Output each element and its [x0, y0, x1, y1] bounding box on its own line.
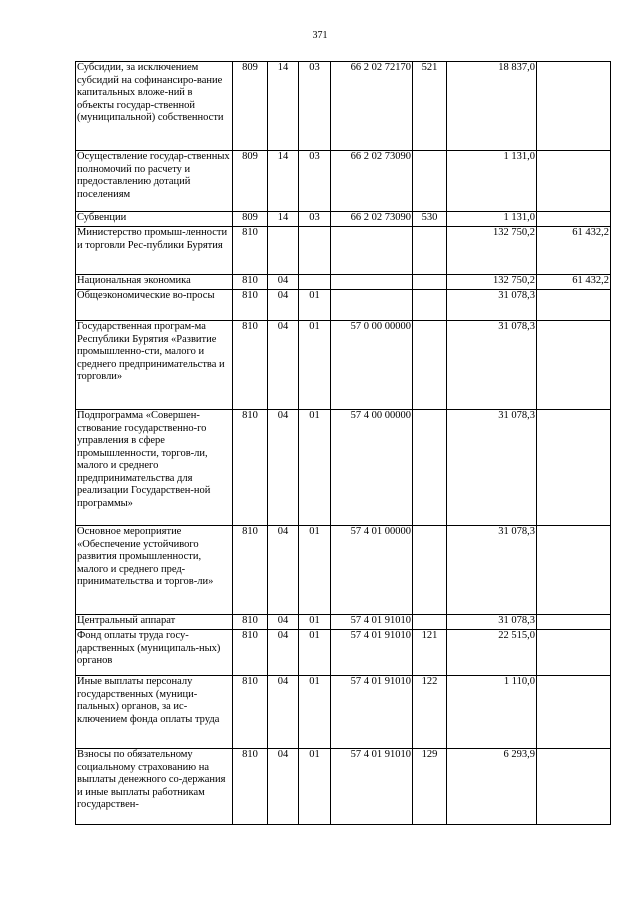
- cell-name: Иные выплаты персоналу государственных (муници-пальных) органов, за ис-ключением фонда оплаты труда: [76, 676, 233, 749]
- cell-section-code: 04: [268, 526, 299, 615]
- cell-amount: 6 293,9: [447, 749, 537, 825]
- cell-target-article: 66 2 02 72170: [331, 62, 413, 151]
- cell-amount: 1 110,0: [447, 676, 537, 749]
- cell-target-article: [331, 227, 413, 275]
- table-row: [76, 212, 611, 227]
- table-row: [76, 410, 611, 526]
- cell-amount: 18 837,0: [447, 62, 537, 151]
- budget-table: [75, 61, 611, 825]
- cell-ministry-code: 810: [233, 321, 268, 410]
- cell-amount: 31 078,3: [447, 410, 537, 526]
- cell-section-code: 04: [268, 321, 299, 410]
- cell-name: Министерство промыш-ленности и торговли Рес-публики Бурятия: [76, 227, 233, 275]
- cell-subsection-code: 01: [299, 615, 331, 630]
- cell-expense-type: [413, 290, 447, 321]
- cell-expense-type: [413, 526, 447, 615]
- cell-subsection-code: 01: [299, 749, 331, 825]
- cell-section-code: 04: [268, 615, 299, 630]
- cell-ministry-code: 809: [233, 151, 268, 212]
- cell-section-code: 04: [268, 630, 299, 676]
- table-row: [76, 749, 611, 825]
- cell-target-article: 57 4 01 91010: [331, 615, 413, 630]
- cell-section-code: 04: [268, 290, 299, 321]
- cell-name: Субвенции: [76, 212, 233, 227]
- cell-name: Взносы по обязательному социальному страхованию на выплаты денежного со-держания и иные выплаты работникам государствен-: [76, 749, 233, 825]
- cell-ministry-code: 809: [233, 62, 268, 151]
- cell-target-article: 57 4 01 91010: [331, 749, 413, 825]
- table-row: [76, 275, 611, 290]
- cell-amount-secondary: [537, 676, 611, 749]
- cell-subsection-code: 03: [299, 212, 331, 227]
- cell-expense-type: 122: [413, 676, 447, 749]
- cell-amount-secondary: [537, 410, 611, 526]
- cell-target-article: 57 4 00 00000: [331, 410, 413, 526]
- cell-name: Государственная програм-ма Республики Бурятия «Развитие промышленно-сти, малого и среднего предпринимательства и торговли»: [76, 321, 233, 410]
- cell-amount-secondary: [537, 290, 611, 321]
- cell-ministry-code: 810: [233, 630, 268, 676]
- cell-ministry-code: 810: [233, 676, 268, 749]
- cell-subsection-code: 01: [299, 630, 331, 676]
- cell-subsection-code: 01: [299, 410, 331, 526]
- cell-ministry-code: 810: [233, 275, 268, 290]
- cell-section-code: 04: [268, 676, 299, 749]
- cell-target-article: 57 4 01 91010: [331, 630, 413, 676]
- cell-section-code: 04: [268, 749, 299, 825]
- cell-name: Общеэкономические во-просы: [76, 290, 233, 321]
- cell-subsection-code: [299, 275, 331, 290]
- cell-name: Фонд оплаты труда госу-дарственных (муниципаль-ных) органов: [76, 630, 233, 676]
- cell-amount-secondary: [537, 526, 611, 615]
- table-row: [76, 151, 611, 212]
- cell-amount-secondary: [537, 212, 611, 227]
- table-row: [76, 676, 611, 749]
- cell-amount: 1 131,0: [447, 151, 537, 212]
- cell-section-code: 14: [268, 151, 299, 212]
- cell-subsection-code: 03: [299, 151, 331, 212]
- cell-section-code: 14: [268, 62, 299, 151]
- table-row: [76, 62, 611, 151]
- cell-amount: 22 515,0: [447, 630, 537, 676]
- cell-section-code: 04: [268, 410, 299, 526]
- cell-expense-type: [413, 615, 447, 630]
- cell-amount: 31 078,3: [447, 615, 537, 630]
- cell-name: Осуществление государ-ственных полномочий по расчету и предоставлению дотаций поселениям: [76, 151, 233, 212]
- cell-target-article: [331, 275, 413, 290]
- cell-target-article: 66 2 02 73090: [331, 151, 413, 212]
- cell-target-article: 66 2 02 73090: [331, 212, 413, 227]
- cell-subsection-code: 01: [299, 290, 331, 321]
- page-number: 371: [312, 30, 328, 41]
- cell-name: Национальная экономика: [76, 275, 233, 290]
- cell-section-code: 14: [268, 212, 299, 227]
- cell-subsection-code: [299, 227, 331, 275]
- cell-name: Основное мероприятие «Обеспечение устойчивого развития промышленности, малого и среднего пред-принимательства и торгов-ли»: [76, 526, 233, 615]
- cell-ministry-code: 810: [233, 749, 268, 825]
- table-row: [76, 630, 611, 676]
- cell-subsection-code: 01: [299, 526, 331, 615]
- cell-section-code: 04: [268, 275, 299, 290]
- cell-amount-secondary: [537, 151, 611, 212]
- cell-ministry-code: 810: [233, 227, 268, 275]
- cell-amount-secondary: [537, 630, 611, 676]
- cell-amount-secondary: [537, 749, 611, 825]
- cell-ministry-code: 810: [233, 410, 268, 526]
- cell-amount-secondary: 61 432,2: [537, 227, 611, 275]
- cell-subsection-code: 01: [299, 321, 331, 410]
- cell-amount: 1 131,0: [447, 212, 537, 227]
- cell-expense-type: 129: [413, 749, 447, 825]
- cell-section-code: [268, 227, 299, 275]
- cell-name: Подпрограмма «Совершен-ствование государственно-го управления в сфере промышленности, торгов-ли, малого и среднего предпринимательства для реализации Государствен-ной программы»: [76, 410, 233, 526]
- cell-expense-type: 530: [413, 212, 447, 227]
- cell-target-article: 57 0 00 00000: [331, 321, 413, 410]
- cell-expense-type: [413, 275, 447, 290]
- table-row: [76, 227, 611, 275]
- cell-name: Центральный аппарат: [76, 615, 233, 630]
- table-row: [76, 321, 611, 410]
- cell-amount: 31 078,3: [447, 321, 537, 410]
- cell-target-article: 57 4 01 00000: [331, 526, 413, 615]
- table-row: [76, 290, 611, 321]
- table-row: [76, 526, 611, 615]
- cell-amount-secondary: [537, 62, 611, 151]
- cell-amount: 132 750,2: [447, 227, 537, 275]
- cell-name: Субсидии, за исключением субсидий на софинансиро-вание капитальных вложе-ний в объекты государ-ственной (муниципальной) собственности: [76, 62, 233, 151]
- cell-expense-type: [413, 151, 447, 212]
- cell-ministry-code: 810: [233, 290, 268, 321]
- cell-target-article: [331, 290, 413, 321]
- cell-subsection-code: 03: [299, 62, 331, 151]
- cell-expense-type: [413, 410, 447, 526]
- cell-ministry-code: 810: [233, 526, 268, 615]
- cell-amount: 31 078,3: [447, 526, 537, 615]
- cell-amount-secondary: 61 432,2: [537, 275, 611, 290]
- cell-amount-secondary: [537, 615, 611, 630]
- cell-expense-type: [413, 321, 447, 410]
- cell-amount-secondary: [537, 321, 611, 410]
- cell-target-article: 57 4 01 91010: [331, 676, 413, 749]
- cell-expense-type: 121: [413, 630, 447, 676]
- cell-expense-type: [413, 227, 447, 275]
- cell-amount: 31 078,3: [447, 290, 537, 321]
- table-row: [76, 615, 611, 630]
- cell-ministry-code: 810: [233, 615, 268, 630]
- cell-subsection-code: 01: [299, 676, 331, 749]
- cell-amount: 132 750,2: [447, 275, 537, 290]
- cell-ministry-code: 809: [233, 212, 268, 227]
- cell-expense-type: 521: [413, 62, 447, 151]
